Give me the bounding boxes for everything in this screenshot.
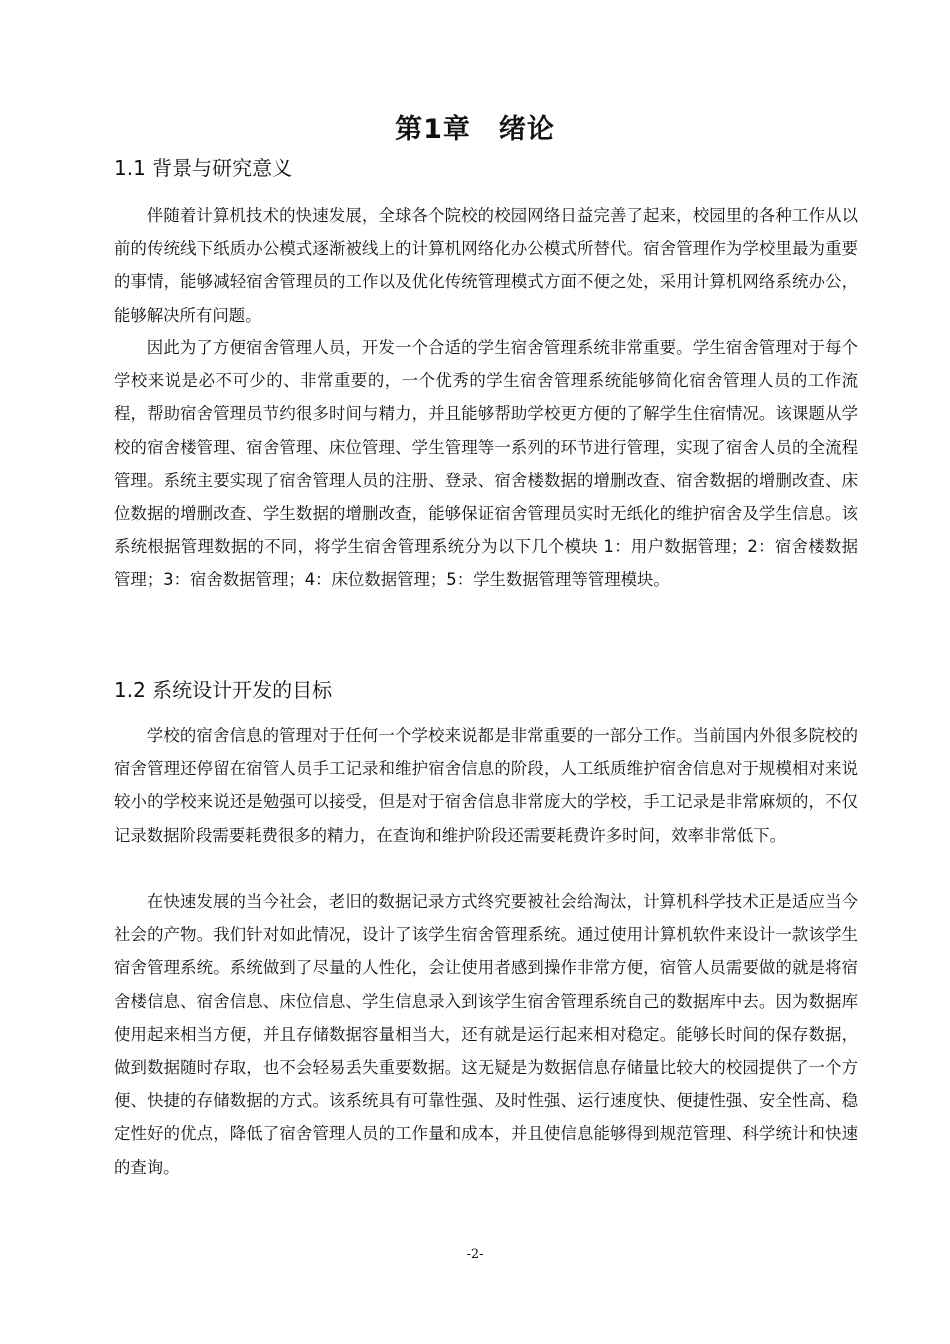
paragraph: 在快速发展的当今社会，老旧的数据记录方式终究要被社会给淘汰，计算机科学技术正是适应当今社会的产物。我们针对如此情况，设计了该学生宿舍管理系统。通过使用计算机软件来设计一款该学生宿舍管理系统。系统做到了尽量的人性化，会让使用者感到操作非常方便，宿管人员需要做的就是将宿舍楼信息、宿舍信息、床位信息、学生信息录入到该学生宿舍管理系统自己的数据库中去。因为数据库使用起来相当方便，并且存储数据容量相当大，还有就是运行起来相对稳定。能够长时间的保存数据，做到数据随时存取，也不会轻易丢失重要数据。这无疑是为数据信息存储量比较大的校园提供了一个方便、快捷的存储数据的方式。该系统具有可靠性强、及时性强、运行速度快、便捷性强、安全性高、稳定性好的优点，降低了宿舍管理人员的工作量和成本，并且使信息能够得到规范管理、科学统计和快速的查询。 — [114, 892, 858, 1177]
section-heading-goals: 1.2 系统设计开发的目标 — [114, 678, 333, 702]
section-heading-background: 1.1 背景与研究意义 — [114, 156, 293, 180]
chapter-title: 第1章 绪论 — [395, 114, 555, 145]
page-number: -2- — [466, 1247, 484, 1262]
paragraph: 因此为了方便宿舍管理人员，开发一个合适的学生宿舍管理系统非常重要。学生宿舍管理对于每个学校来说是必不可少的、非常重要的，一个优秀的学生宿舍管理系统能够简化宿舍管理人员的工作流程，帮助宿舍管理员节约很多时间与精力，并且能够帮助学校更方便的了解学生住宿情况。该课题从学校的宿舍楼管理、宿舍管理、床位管理、学生管理等一系列的环节进行管理，实现了宿舍人员的全流程管理。系统主要实现了宿舍管理人员的注册、登录、宿舍楼数据的增删改查、宿舍数据的增删改查、床位数据的增删改查、学生数据的增删改查，能够保证宿舍管理员实时无纸化的维护宿舍及学生信息。该系统根据管理数据的不同，将学生宿舍管理系统分为以下几个模块 1：用户数据管理；2：宿舍楼数据管理；3：宿舍数据管理；4：床位数据管理；5：学生数据管理等管理模块。 — [114, 338, 858, 590]
paragraph: 学校的宿舍信息的管理对于任何一个学校来说都是非常重要的一部分工作。当前国内外很多院校的宿舍管理还停留在宿管人员手工记录和维护宿舍信息的阶段，人工纸质维护宿舍信息对于规模相对来说较小的学校来说还是勉强可以接受，但是对于宿舍信息非常庞大的学校，手工记录是非常麻烦的，不仅记录数据阶段需要耗费很多的精力，在查询和维护阶段还需要耗费许多时间，效率非常低下。 — [114, 726, 858, 845]
paragraph: 伴随着计算机技术的快速发展，全球各个院校的校园网络日益完善了起来，校园里的各种工作从以前的传统线下纸质办公模式逐渐被线上的计算机网络化办公模式所替代。宿舍管理作为学校里最为重要的事情，能够减轻宿舍管理员的工作以及优化传统管理模式方面不便之处，采用计算机网络系统办公，能够解决所有问题。 — [114, 206, 858, 325]
